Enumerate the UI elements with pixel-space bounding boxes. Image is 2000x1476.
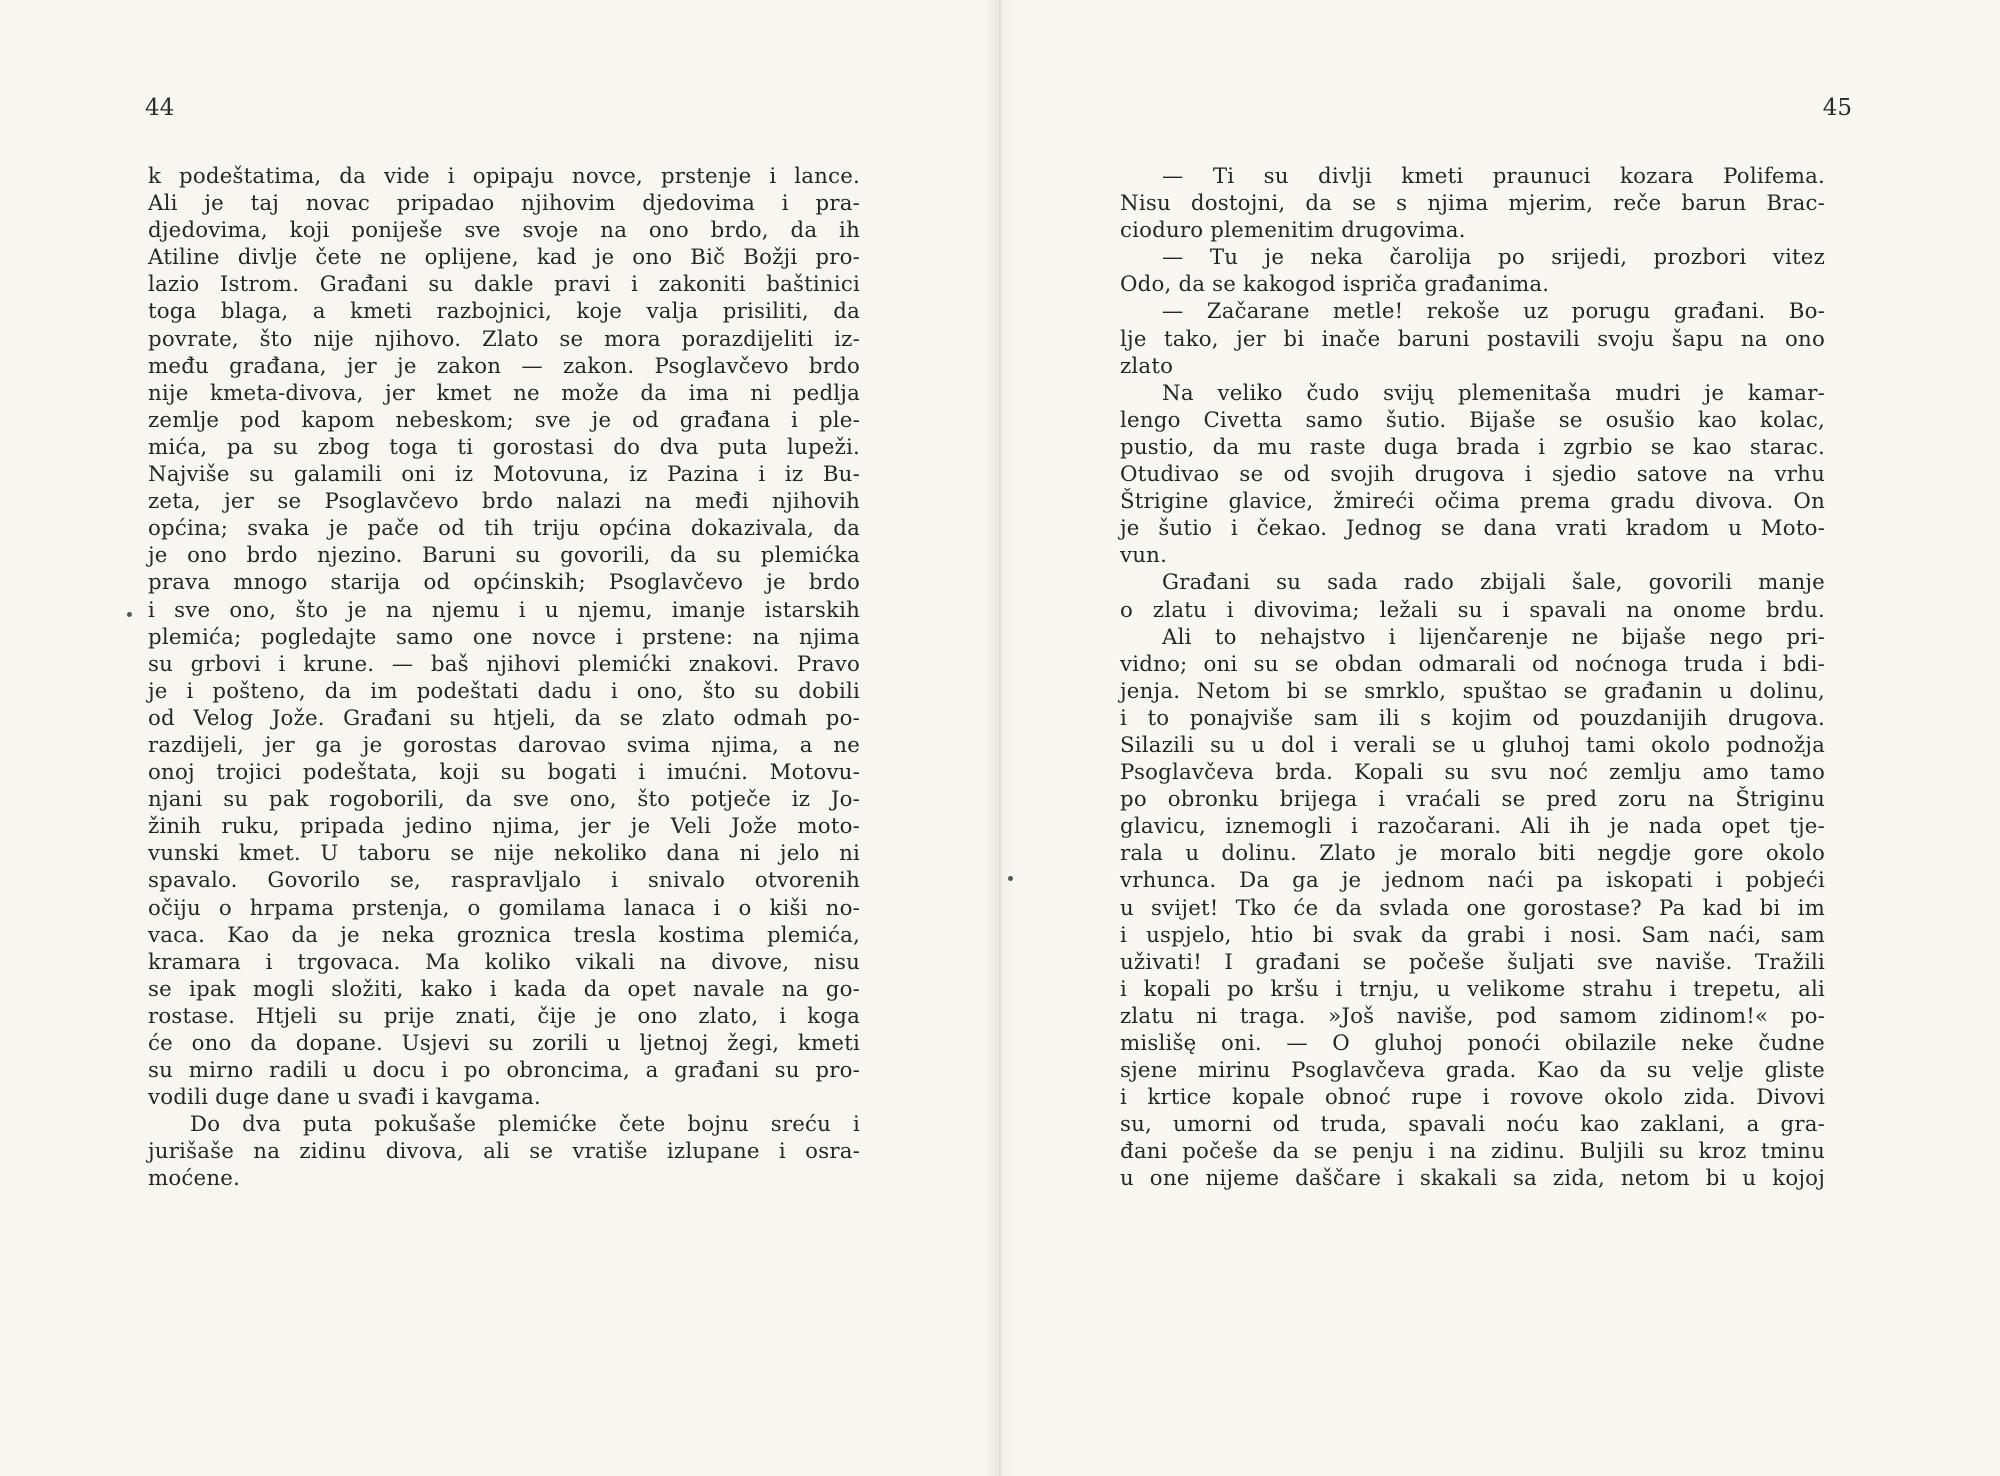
text-line: plemića; pogledajte samo one novce i prstene: na njima bbox=[148, 624, 860, 650]
text-line: rala u dolinu. Zlato je moralo biti negdje gore okolo bbox=[1120, 841, 1825, 867]
text-line: prava mnogo starija od općinskih; Psoglavčevo je brdo bbox=[148, 570, 860, 596]
text-line: rostase. Htjeli su prije znati, čije je ono zlato, i koga bbox=[148, 1003, 860, 1029]
text-line: u one nijeme daščare i skakali sa zida, netom bi u kojoj bbox=[1120, 1166, 1825, 1192]
text-line: su grbovi i krune. — baš njihovi plemićki znakovi. Pravo bbox=[148, 651, 860, 677]
text-line: općina; svaka je pače od tih triju općina dokazivala, da bbox=[148, 516, 860, 542]
text-line: onoj trojici podeštata, koji su bogati i imućni. Motovu- bbox=[148, 760, 860, 786]
text-line: — Začarane metle! rekoše uz porugu građani. Bo- bbox=[1162, 299, 1825, 325]
text-line: zlatu ni traga. »Još naviše, pod samom zidinom!« po- bbox=[1120, 1003, 1825, 1029]
text-line: i kopali po kršu i trnju, u velikome strahu i trepetu, ali bbox=[1120, 976, 1825, 1002]
text-line: Atiline divlje čete ne oplijene, kad je ono Bič Božji pro- bbox=[148, 245, 860, 271]
text-line: zeta, jer se Psoglavčevo brdo nalazi na međi njihovih bbox=[148, 489, 860, 515]
text-line: od Velog Jože. Građani su htjeli, da se zlato odmah po- bbox=[148, 705, 860, 731]
text-line: lengo Civetta samo šutio. Bijaše se osušio kao kolac, bbox=[1120, 407, 1825, 433]
text-line: razdijeli, jer ga je gorostas darovao svima njima, a ne bbox=[148, 732, 860, 758]
left-page-text bbox=[148, 163, 860, 1193]
text-line: jurišaše na zidinu divova, ali se vratiše izlupane i osra- bbox=[148, 1139, 860, 1165]
text-line: povrate, što nije njihovo. Zlato se mora porazdijeliti iz- bbox=[148, 326, 860, 352]
book-gutter bbox=[985, 0, 1015, 1476]
text-line: su mirno radili u docu i po obroncima, a građani su pro- bbox=[148, 1058, 860, 1084]
text-line: i sve ono, što je na njemu i u njemu, imanje istarskih bbox=[148, 597, 860, 623]
text-line: đani počeše da se penju i na zidinu. Buljili su kroz tminu bbox=[1120, 1139, 1825, 1165]
text-line: nije kmeta-divova, jer kmet ne može da ima ni pedlja bbox=[148, 380, 860, 406]
right-page bbox=[1000, 0, 2000, 1476]
text-line: njani su pak rogoborili, da sve ono, što potječe iz Jo- bbox=[148, 787, 860, 813]
text-line: će ono da dopane. Usjevi su zorili u ljetnoj žegi, kmeti bbox=[148, 1031, 860, 1056]
text-line: Odo, da se kakogod ispriča građanima. bbox=[1120, 272, 1550, 298]
text-line: vaca. Kao da je neka groznica tresla kostima plemića, bbox=[148, 922, 860, 948]
text-line: djedovima, koji poniješe sve svoje na ono brdo, da ih bbox=[148, 218, 860, 244]
text-line: toga blaga, a kmeti razbojnici, koje valja prisiliti, da bbox=[148, 299, 860, 325]
text-line: su, umorni od truda, spavali noću kao zaklani, a gra- bbox=[1120, 1112, 1825, 1138]
text-line: mislišę oni. — O gluhoj ponoći obilazile neke čudne bbox=[1120, 1031, 1825, 1056]
text-line: Građani su sada rado zbijali šale, govorili manje bbox=[1162, 570, 1825, 596]
text-line: — Ti su divlji kmeti praunuci kozara Polifema. bbox=[1162, 164, 1825, 189]
text-line: je šutio i čekao. Jednog se dana vrati kradom u Moto- bbox=[1120, 516, 1825, 542]
page-number-left: 44 bbox=[145, 95, 175, 121]
text-line: u svijet! Tko će da svlada one gorostase? Pa kad bi im bbox=[1120, 895, 1825, 921]
text-line: vrhunca. Da ga je jednom naći pa iskopati i pobjeći bbox=[1120, 868, 1825, 894]
text-line: vodili duge dane u svađi i kavgama. bbox=[148, 1085, 542, 1111]
text-line: po obronku brijega i vraćali se pred zoru na Štriginu bbox=[1120, 787, 1825, 813]
text-line: Štrigine glavice, žmireći očima prema gradu divova. On bbox=[1120, 489, 1825, 515]
text-line: zemlje pod kapom nebeskom; sve je od građana i ple- bbox=[148, 407, 860, 433]
text-line: Do dva puta pokušaše plemićke čete bojnu sreću i bbox=[190, 1112, 860, 1138]
text-line: jenja. Netom bi se smrklo, spuštao se građanin u dolinu, bbox=[1120, 678, 1825, 704]
text-line: vidno; oni su se obdan odmarali od noćnoga truda i bdi- bbox=[1120, 651, 1825, 677]
text-line: Na veliko čudo svijų plemenitaša mudri je kamar- bbox=[1162, 380, 1825, 406]
text-line: Psoglavčeva brda. Kopali su svu noć zemlju amo tamo bbox=[1120, 760, 1825, 786]
text-line: žinih ruku, pripada jedino njima, jer je Veli Jože moto- bbox=[148, 814, 860, 840]
text-line: je ono brdo njezino. Baruni su govorili, da su plemićka bbox=[148, 543, 860, 569]
text-line: Najviše su galamili oni iz Motovuna, iz Pazina i iz Bu- bbox=[148, 462, 860, 488]
text-line: vunski kmet. U taboru se nije nekoliko dana ni jelo ni bbox=[148, 841, 860, 867]
text-line: Nisu dostojni, da se s njima mjerim, reče barun Brac- bbox=[1120, 191, 1825, 217]
paper-speck bbox=[127, 612, 132, 617]
text-line: vun. bbox=[1120, 543, 1168, 569]
text-line: među građana, jer je zakon — zakon. Psoglavčevo brdo bbox=[148, 353, 860, 379]
text-line: cioduro plemenitim drugovima. bbox=[1120, 218, 1466, 244]
right-page-text bbox=[1120, 163, 1825, 1193]
text-line: kramara i trgovaca. Ma koliko vikali na divove, nisu bbox=[148, 949, 860, 975]
text-line: lje tako, jer bi inače baruni postavili svoju šapu na ono bbox=[1120, 326, 1825, 352]
text-line: pustio, da mu raste duga brada i zgrbio se kao starac. bbox=[1120, 434, 1825, 460]
text-line: sjene mirinu Psoglavčeva grada. Kao da su velje gliste bbox=[1120, 1058, 1825, 1084]
text-line: i to ponajviše sam ili s kojim od pouzdanijih drugova. bbox=[1120, 705, 1825, 731]
text-line: se ipak mogli složiti, kako i kada da opet navale na go- bbox=[148, 976, 860, 1002]
paper-speck bbox=[1008, 876, 1013, 881]
text-line: lazio Istrom. Građani su dakle pravi i zakoniti baštinici bbox=[148, 272, 860, 298]
text-line: glavicu, iznemogli i razočarani. Ali ih je nada opet tje- bbox=[1120, 814, 1825, 840]
text-line: — Tu je neka čarolija po srijedi, prozbori vitez bbox=[1162, 245, 1825, 271]
text-line: Silazili su u dol i verali se u gluhoj tami okolo podnožja bbox=[1120, 732, 1825, 758]
text-line: i krtice kopale obnoć rupe i rovove okolo zida. Divovi bbox=[1120, 1085, 1825, 1111]
text-line: moćene. bbox=[148, 1166, 241, 1192]
text-line: k podeštatima, da vide i opipaju novce, prstenje i lance. bbox=[148, 164, 860, 189]
text-line: zlato bbox=[1120, 353, 1174, 379]
text-line: Otudivao se od svojih drugova i sjedio satove na vrhu bbox=[1120, 462, 1825, 488]
text-line: Ali je taj novac pripadao njihovim djedovima i pra- bbox=[148, 191, 860, 217]
page-number-right: 45 bbox=[1822, 95, 1852, 121]
text-line: je i pošteno, da im podeštati dadu i ono, što su dobili bbox=[148, 678, 860, 704]
text-line: očiju o hrpama prstenja, o gomilama lanaca i o kiši no- bbox=[148, 895, 860, 921]
text-line: uživati! I građani se počeše šuljati sve naviše. Tražili bbox=[1120, 949, 1825, 975]
text-line: i uspjelo, htio bi svak da grabi i nosi. Sam naći, sam bbox=[1120, 922, 1825, 948]
text-line: o zlatu i divovima; ležali su i spavali na onome brdu. bbox=[1120, 597, 1825, 623]
text-line: mića, pa su zbog toga ti gorostasi do dva puta lupeži. bbox=[148, 434, 860, 460]
text-line: spavalo. Govorilo se, raspravljalo i snivalo otvorenih bbox=[148, 868, 860, 894]
text-line: Ali to nehajstvo i lijenčarenje ne bijaše nego pri- bbox=[1162, 624, 1825, 650]
